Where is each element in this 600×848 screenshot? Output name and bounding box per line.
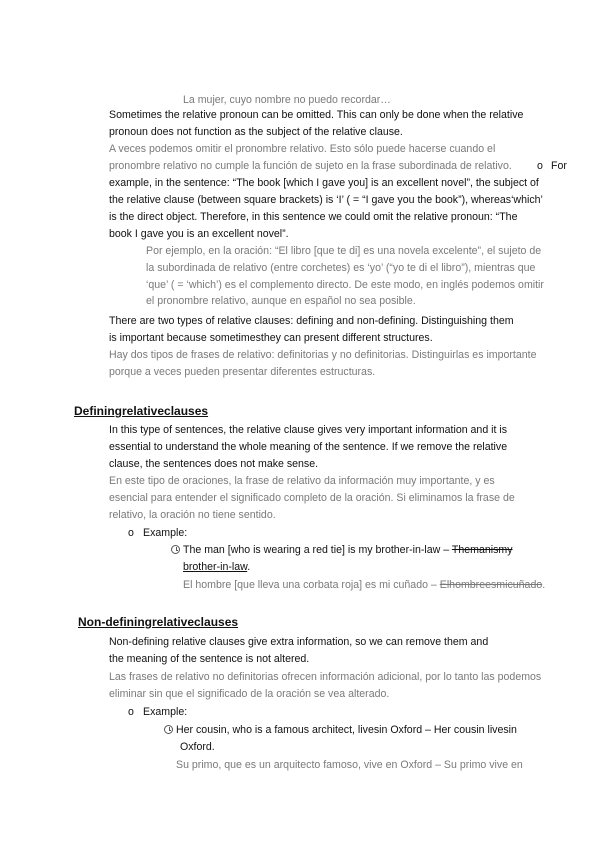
non-defining-example-en-text: Her cousin, who is a famous architect, livesin Oxford – Her cousin livesin [176, 724, 517, 736]
omit-es-line-1: A veces podemos omitir el pronombre relativo. Esto sólo puede hacerse cuando el [109, 143, 496, 155]
omit-en-line-1: Sometimes the relative pronoun can be omitted. This can only be done when the relative [109, 109, 524, 121]
top-line-es: La mujer, cuyo nombre no puedo recordar… [183, 94, 391, 106]
example-es-line-3: ‘que’ ( = ‘which’) es el complemento directo. De este modo, en inglés podemos omitir [146, 279, 544, 291]
defining-es-line-1: En este tipo de oraciones, la frase de relativo da información muy importante, y es [109, 475, 495, 487]
non-defining-heading: Non-definingrelativeclauses [78, 615, 239, 629]
example-en-line-4: is the direct object. Therefore, in this sentence we could omit the relative pronoun: “The [109, 211, 518, 223]
non-defining-example-es: Su primo, que es un arquitecto famoso, vive en Oxford – Su primo vive en [176, 759, 523, 771]
defining-example-label: Example: [143, 527, 188, 539]
defining-example-en-strike: Themanismy [451, 544, 513, 556]
non-defining-es-line-2: eliminar sin que el significado de la oración se vea alterado. [109, 688, 390, 700]
defining-example-bullet: o [128, 527, 134, 539]
defining-example-es-text: El hombre [que lleva una corbata roja] es mi cuñado – [183, 579, 440, 591]
clock-icon [171, 545, 180, 554]
omit-es-line-2: pronombre relativo no cumple la función de sujeto en la frase subordinada de relativo. [109, 160, 512, 172]
clock-icon [164, 725, 173, 734]
example-es-line-4: el pronombre relativo, aunque en español no sea posible. [146, 295, 416, 307]
defining-example-es-strike: Elhombreesmicuñado [439, 579, 543, 591]
non-defining-es-line-1: Las frases de relativo no definitorias ofrecen información adicional, por lo tanto las podemos [109, 671, 542, 683]
types-es-line-2: porque a veces pueden presentar diferentes estructuras. [109, 366, 376, 378]
defining-en-line-1: In this type of sentences, the relative clause gives very important information and it is [109, 424, 508, 436]
defining-es-line-3: relativo, la oración no tiene sentido. [109, 509, 276, 521]
non-defining-example-label: Example: [143, 706, 188, 718]
example-es-line-1: Por ejemplo, en la oración: “El libro [que te di] es una novela excelente”, el sujeto de [146, 245, 542, 257]
defining-example-es-period: . [542, 579, 546, 591]
defining-en-line-3: clause, the sentences does not make sense. [109, 458, 319, 470]
defining-example-en-underlined: brother-in-law [183, 561, 248, 573]
types-en-line-2: is important because sometimesthey can present different structures. [109, 332, 433, 344]
defining-example-es [183, 577, 545, 594]
example-en-line-2: example, in the sentence: “The book [which I gave you] is an excellent novel”, the subject of [109, 177, 539, 189]
example-en-line-1: For [551, 160, 567, 172]
example-es-line-2: la subordinada de relativo (entre corchetes) es ‘yo’ (“yo te di el libro”), mientras que [146, 262, 536, 274]
omit-en-line-2: pronoun does not function as the subject of the relative clause. [109, 126, 403, 138]
non-defining-example-en-line-2: Oxford. [180, 741, 215, 753]
non-defining-en-line-2: the meaning of the sentence is not altered. [109, 653, 310, 665]
types-es-line-1: Hay dos tipos de frases de relativo: definitorias y no definitorias. Distinguirlas es importante [109, 349, 537, 361]
non-defining-example-en-line-1 [164, 722, 517, 739]
defining-heading: Definingrelativeclauses [74, 404, 209, 418]
defining-example-en-period: . [247, 561, 251, 573]
bullet-o: o [537, 160, 543, 172]
example-en-line-5: book I gave you is an excellent novel”. [109, 228, 289, 240]
types-en-line-1: There are two types of relative clauses: defining and non-defining. Distinguishing them [109, 315, 514, 327]
example-en-line-3: the relative clause (between square brackets) is ‘I’ ( = “I gave you the book”), whereas‘which’ [109, 194, 543, 206]
defining-example-en-text: The man [who is wearing a red tie] is my brother-in-law – [183, 544, 452, 556]
defining-en-line-2: essential to understand the whole meaning of the sentence. If we remove the relative [109, 441, 508, 453]
non-defining-example-bullet: o [128, 706, 134, 718]
defining-example-en-line-2 [183, 559, 250, 576]
non-defining-en-line-1: Non-defining relative clauses give extra information, so we can remove them and [109, 636, 489, 648]
defining-es-line-2: esencial para entender el significado completo de la oración. Si eliminamos la frase de [109, 492, 515, 504]
defining-example-en [171, 542, 513, 559]
